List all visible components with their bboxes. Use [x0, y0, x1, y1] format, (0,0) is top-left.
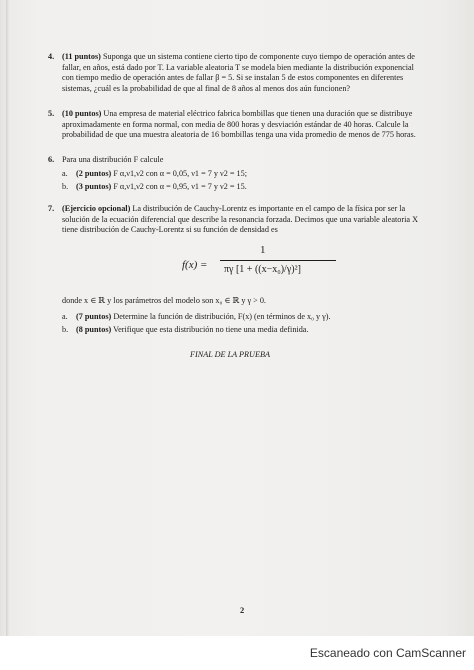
- list-item: [62, 182, 418, 193]
- question-number: 7.: [48, 204, 55, 213]
- formula-numerator: 1: [260, 244, 266, 256]
- cauchy-density-formula: [182, 244, 352, 290]
- item-points: (8 puntos): [76, 325, 112, 335]
- item-list: [62, 169, 418, 193]
- question-number: 4.: [48, 52, 55, 61]
- item-points: (7 puntos): [76, 311, 112, 321]
- question-number: 5.: [48, 109, 55, 118]
- question-7: [48, 204, 418, 236]
- question-points: (11 puntos): [62, 52, 101, 61]
- question-5: [48, 109, 418, 141]
- question-points: (10 puntos): [62, 109, 102, 118]
- item-label: a.: [62, 168, 68, 178]
- item-text: Verifique que esta distribución no tiene una media definida.: [113, 325, 309, 335]
- list-item: [62, 169, 418, 180]
- question-text: Una empresa de material eléctrico fabrica bombillas que tienen una duración que se distribuye aproximadamente en forma normal, con media de 800 horas y desviación estándar de 40 horas. Calcule la probabilidad de que una muestra aleatoria de 16 bombillas tenga una vida promedio de menos de 775 horas.: [62, 109, 416, 140]
- fraction-bar: [220, 260, 336, 261]
- item-text: F α,ν1,ν2 con α = 0,05, ν1 = 7 y ν2 = 15;: [113, 168, 247, 178]
- question-text: La distribución de Cauchy-Lorentz es importante en el campo de la física por ser la solución de la ecuación diferencial que describe la resonancia forzada. Decimos que una variable aleatoria X tiene distribución de Cauchy-Lorentz si su función de densidad es: [62, 204, 418, 235]
- formula-denominator: πγ [1 + ((x−x₀)/γ)²]: [224, 264, 301, 275]
- item-label: b.: [62, 325, 69, 335]
- question-4: [48, 52, 418, 94]
- item-text: F α,ν1,ν2 con α = 0,95, ν1 = 7 y ν2 = 15.: [113, 182, 247, 192]
- page-number: 2: [240, 605, 245, 615]
- question-after-text: donde x ∈ ℝ y los parámetros del modelo son x₀ ∈ ℝ y γ > 0.: [62, 296, 266, 305]
- list-item: [62, 312, 418, 323]
- item-list: [62, 312, 418, 336]
- question-text: Suponga que un sistema contiene cierto tipo de componente cuyo tiempo de operación antes de fallar, en años, está dado por T. La variable aleatoria T se modela bien mediante la distribución exponencial con tiempo medio de operación antes de fallar β = 5. Si se instalan 5 de estos componentes en diferentes sistemas, ¿cuál es la probabilidad de que al final de 8 años al menos dos aún funcionen?: [62, 52, 415, 93]
- final-heading: FINAL DE LA PRUEBA: [190, 350, 270, 359]
- scanner-watermark: Escaneado con CamScanner: [309, 646, 466, 660]
- question-text: Para una distribución F calcule: [62, 155, 164, 164]
- item-label: b.: [62, 182, 69, 192]
- item-points: (2 puntos): [76, 168, 112, 178]
- question-number: 6.: [48, 155, 55, 164]
- question-points: (Ejercicio opcional): [62, 204, 131, 213]
- page-fold-shadow: [6, 0, 9, 636]
- list-item: [62, 325, 418, 336]
- item-points: (3 puntos): [76, 182, 112, 192]
- item-text: Determine la función de distribución, F(x) (en términos de x₀ y γ).: [113, 311, 331, 321]
- question-7-continuation: [62, 296, 418, 336]
- question-6: [48, 155, 418, 193]
- item-label: a.: [62, 311, 68, 321]
- formula-lhs: f(x) =: [182, 259, 208, 271]
